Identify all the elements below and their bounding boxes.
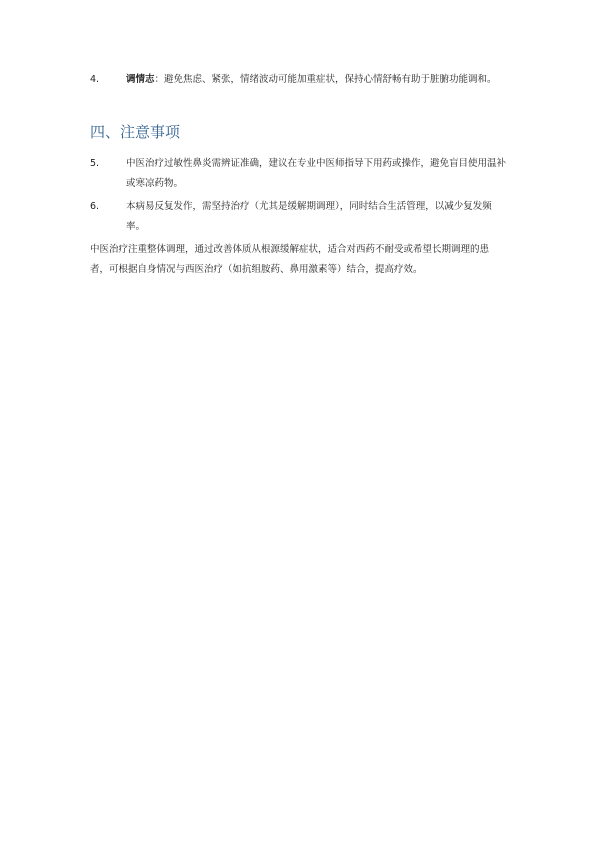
section-heading: 四、注意事项 [90,123,181,141]
list-item-6 [90,197,510,237]
list-item-body: 本病易反复发作，需坚持治疗（尤其是缓解期调理），同时结合生活管理，以减少复发频率。 [126,201,492,232]
list-number: 6. [90,201,100,212]
list-item-5 [90,154,510,194]
list-item-text [126,70,506,90]
list-number: 4. [90,74,100,85]
list-item-4 [90,70,510,90]
list-item-label: 调情志 [126,74,155,85]
list-item-body: 中医治疗过敏性鼻炎需辨证准确，建议在专业中医师指导下用药或操作，避免盲目使用温补或寒凉药物。 [126,158,507,189]
list-item-body: ：避免焦虑、紧张，情绪波动可能加重症状，保持心情舒畅有助于脏腑功能调和。 [154,74,497,85]
list-number: 5. [90,158,100,169]
closing-paragraph: 中医治疗注重整体调理，通过改善体质从根源缓解症状，适合对西药不耐受或希望长期调理的患者，可根据自身情况与西医治疗（如抗组胺药、鼻用激素等）结合，提高疗效。 [90,244,490,275]
